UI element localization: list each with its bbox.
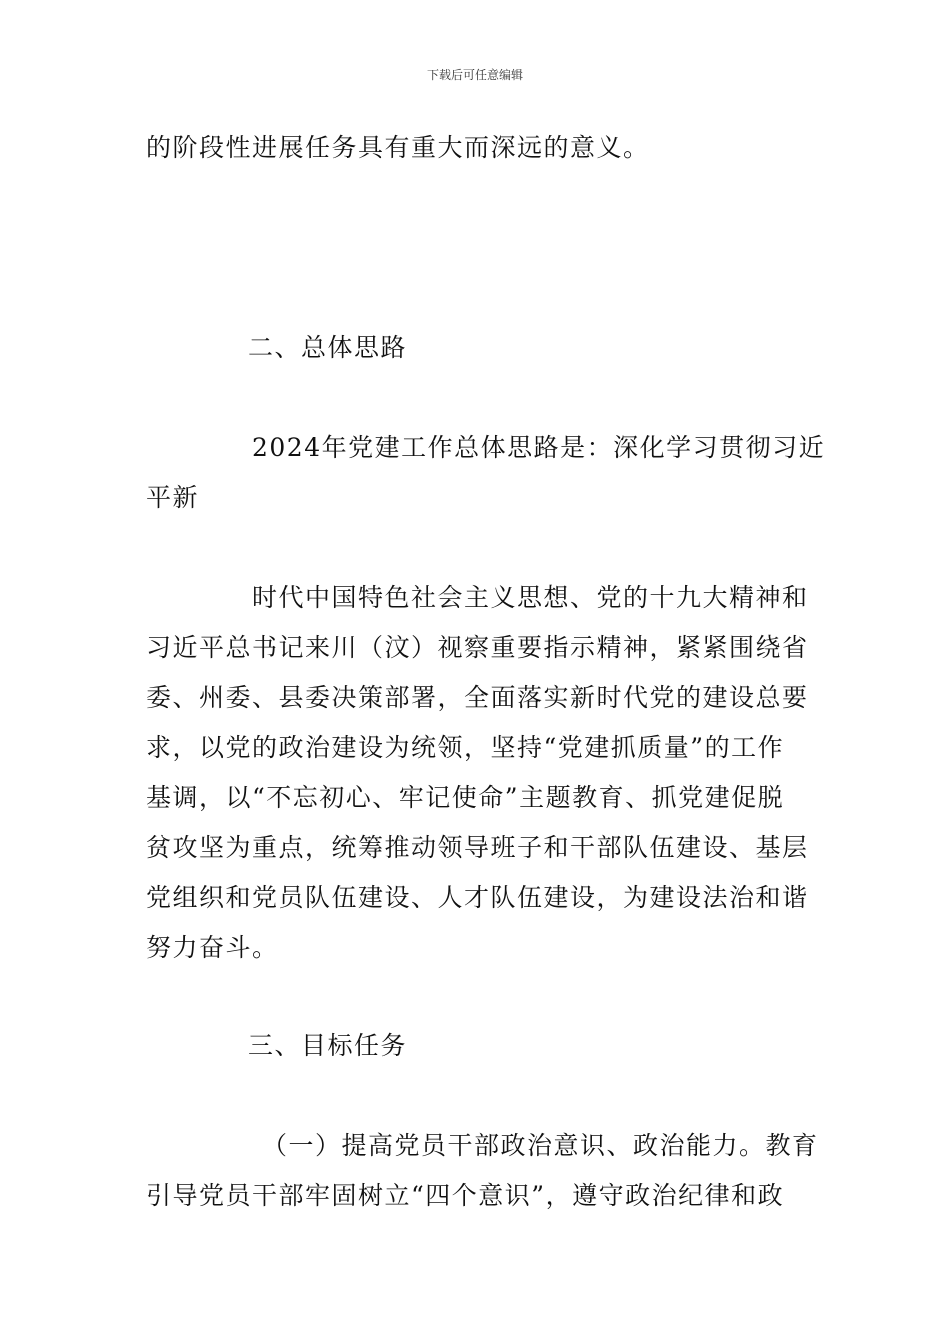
paragraph-line: 时代中国特色社会主义思想、党的十九大精神和 — [252, 583, 809, 612]
paragraph-line: （一）提高党员干部政治意识、政治能力。教育 — [262, 1131, 819, 1160]
section-heading-overall-approach: 二、总体思路 — [248, 333, 408, 362]
paragraph-line: 贫攻坚为重点，统筹推动领导班子和干部队伍建设、基层 — [146, 833, 809, 862]
paragraph-line: 习近平总书记来川（汶）视察重要指示精神，紧紧围绕省 — [146, 633, 809, 662]
paragraph-line: 努力奋斗。 — [146, 933, 279, 962]
section-heading-goals-tasks: 三、目标任务 — [248, 1031, 408, 1060]
paragraph-line: 2024年党建工作总体思路是：深化学习贯彻习近 — [252, 433, 826, 462]
paragraph-line: 委、州委、县委决策部署，全面落实新时代党的建设总要 — [146, 683, 809, 712]
paragraph-line: 党组织和党员队伍建设、人才队伍建设，为建设法治和谐 — [146, 883, 809, 912]
paragraph-line: 平新 — [146, 483, 200, 512]
paragraph-line: 求，以党的政治建设为统领，坚持“党建抓质量”的工作 — [146, 733, 785, 762]
paragraph-line: 引导党员干部牢固树立“四个意识”，遵守政治纪律和政 — [146, 1181, 785, 1210]
continuation-line: 的阶段性进展任务具有重大而深远的意义。 — [146, 133, 650, 162]
page-header-note: 下载后可任意编辑 — [426, 68, 523, 82]
paragraph-line: 基调，以“不忘初心、牢记使命”主题教育、抓党建促脱 — [146, 783, 785, 812]
